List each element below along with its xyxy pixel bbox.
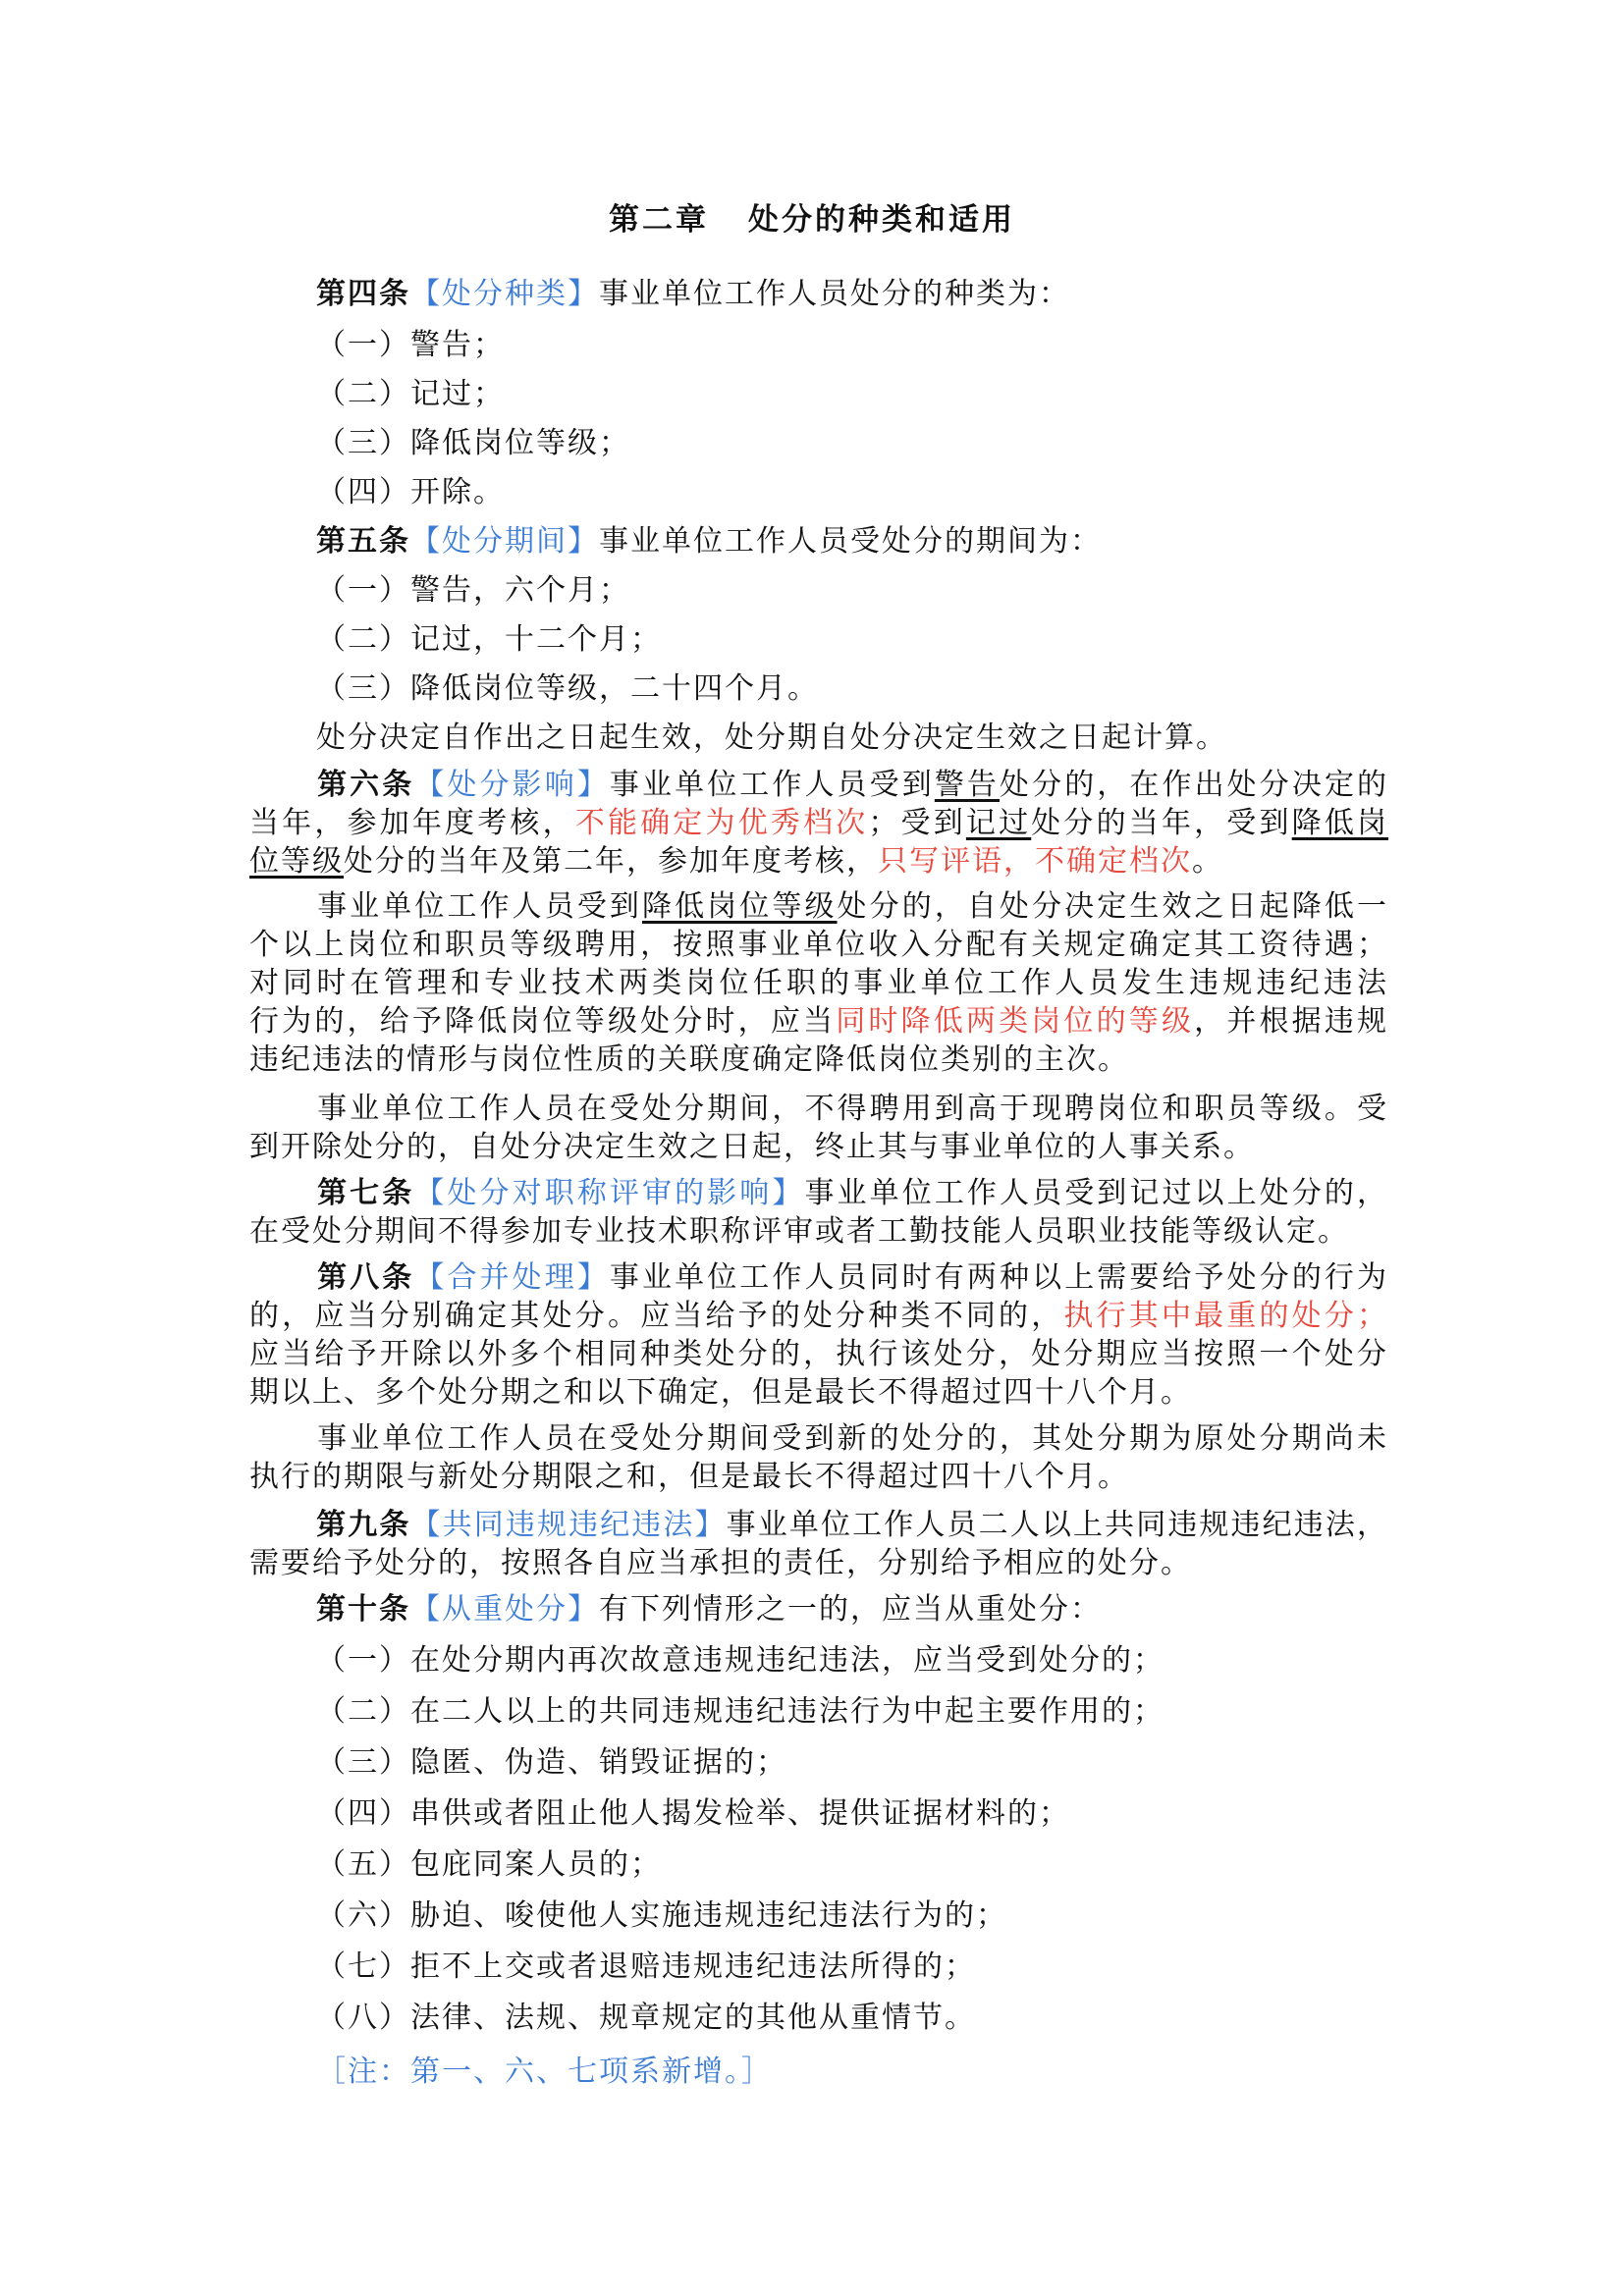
- list-item: （一）在处分期内再次故意违规违纪违法，应当受到处分的；: [316, 1643, 1164, 1678]
- article-9-tag: 【共同违规违纪违法】: [410, 1508, 727, 1542]
- article-6-paragraph-3: 事业单位工作人员在受处分期间，不得聘用到高于现聘岗位和职员等级。受 到开除处分的，自处分决定生效之日起，终止其与事业单位的人事关系。: [249, 1092, 1388, 1164]
- editor-note: ［注：第一、六、七项系新增。］: [316, 2055, 773, 2089]
- list-item: （四）串供或者阻止他人揭发检举、提供证据材料的；: [316, 1796, 1070, 1831]
- list-item: （三）降低岗位等级，二十四个月。: [316, 671, 819, 706]
- article-5-tail: 处分决定自作出之日起生效，处分期自处分决定生效之日起计算。: [316, 721, 1227, 755]
- list-item: （三）隐匿、伪造、销毁证据的；: [316, 1745, 787, 1780]
- article-4-tag: 【处分种类】: [410, 277, 599, 311]
- chapter-number: 第二章: [609, 202, 709, 238]
- chapter-name: 处分的种类和适用: [748, 202, 1015, 238]
- list-item: （八）法律、法规、规章规定的其他从重情节。: [316, 2001, 976, 2035]
- article-10-heading: 第十条【从重处分】有下列情形之一的，应当从重处分：: [316, 1592, 1102, 1627]
- list-item: （七）拒不上交或者退赔违规违纪违法所得的；: [316, 1949, 976, 1984]
- article-6-paragraph-2: 事业单位工作人员受到降低岗位等级处分的，自处分决定生效之日起降低一 个以上岗位和职员等级聘用，按照事业单位收入分配有关规定确定其工资待遇； 对同时在管理和专业技术两类岗位任职的事业单位工作人员发生违规违纪违法 行为的，给予降低岗位等级处分时，应当同时降低两类岗位的等级，并根据违规 违纪违法的情形与岗位性质的关联度确定降低岗位类别的主次。: [249, 889, 1389, 1077]
- article-10-tag: 【从重处分】: [410, 1592, 599, 1627]
- list-item: （二）记过；: [316, 377, 505, 411]
- article-8-paragraph-2: 事业单位工作人员在受处分期间受到新的处分的，其处分期为原处分期尚未 执行的期限与新处分期限之和，但是最长不得超过四十八个月。: [249, 1421, 1388, 1494]
- list-item: （二）在二人以上的共同违规违纪违法行为中起主要作用的；: [316, 1694, 1164, 1729]
- article-7: 第七条【处分对职称评审的影响】事业单位工作人员受到记过以上处分的， 在受处分期间不得参加专业技术职称评审或者工勤技能人员职业技能等级认定。: [249, 1176, 1389, 1249]
- article-4-heading: 第四条【处分种类】事业单位工作人员处分的种类为：: [316, 277, 1070, 311]
- list-item: （四）开除。: [316, 475, 505, 509]
- list-item: （三）降低岗位等级；: [316, 426, 630, 460]
- highlight-text: 执行其中最重的处分；: [1063, 1299, 1389, 1333]
- list-item: （二）记过，十二个月；: [316, 622, 662, 657]
- article-6-tag: 【处分影响】: [414, 768, 610, 802]
- article-9: 第九条【共同违规违纪违法】事业单位工作人员二人以上共同违规违纪违法， 需要给予处分的，按照各自应当承担的责任，分别给予相应的处分。: [249, 1508, 1389, 1580]
- chapter-title: [0, 194, 1624, 239]
- list-item: （一）警告；: [316, 328, 505, 362]
- article-6-paragraph-1: 第六条【处分影响】事业单位工作人员受到警告处分的，在作出处分决定的 当年，参加年度考核，不能确定为优秀档次；受到记过处分的当年，受到降低岗 位等级处分的当年及第二年，参加年度考核，只写评语，不确定档次。: [249, 768, 1389, 879]
- highlight-text: 不能确定为优秀档次: [574, 806, 869, 840]
- article-5-heading: 第五条【处分期间】事业单位工作人员受处分的期间为：: [316, 524, 1102, 559]
- article-8-paragraph-1: 第八条【合并处理】事业单位工作人员同时有两种以上需要给予处分的行为 的，应当分别确定其处分。应当给予的处分种类不同的，执行其中最重的处分； 应当给予开除以外多个相同种类处分的，执行该处分，处分期应当按照一个处分 期以上、多个处分期之和以下确定，但是最长不得超过四十八个月。: [249, 1260, 1389, 1410]
- highlight-text: 同时降低两类岗位的等级: [836, 1004, 1195, 1039]
- article-7-tag: 【处分对职称评审的影响】: [414, 1176, 805, 1210]
- highlight-text: 只写评语，不确定档次: [878, 844, 1192, 879]
- article-5-tag: 【处分期间】: [410, 524, 599, 559]
- article-8-tag: 【合并处理】: [414, 1260, 610, 1295]
- list-item: （五）包庇同案人员的；: [316, 1847, 662, 1882]
- list-item: （六）胁迫、唆使他人实施违规违纪违法行为的；: [316, 1898, 1007, 1933]
- list-item: （一）警告，六个月；: [316, 573, 630, 608]
